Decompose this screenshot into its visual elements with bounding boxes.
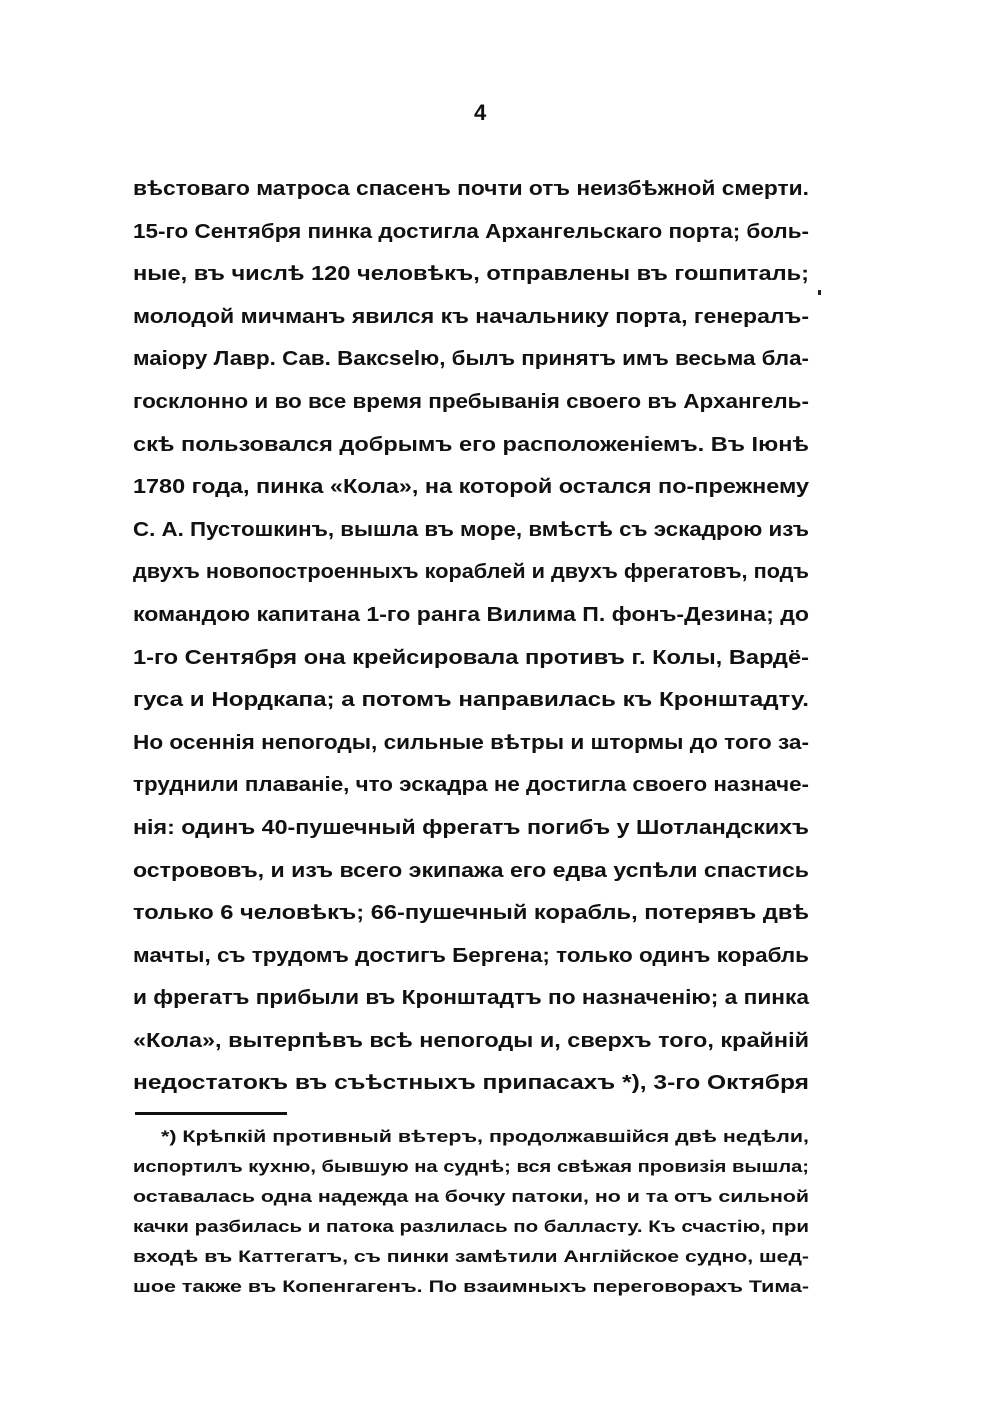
footnote (133, 1122, 809, 1302)
text-line-text: недостатокъ въ съѣстныхъ припасахъ *), 3-го Октября (133, 1071, 809, 1095)
text-line-text: госклонно и во все время пребыванія своего въ Архангель- (133, 389, 809, 413)
text-line-text: труднили плаваніе, что эскадра не достигла своего назначе- (133, 773, 809, 797)
text-line (133, 1024, 809, 1067)
text-line (133, 428, 809, 471)
text-line (133, 811, 809, 854)
text-line (133, 854, 809, 897)
text-line (133, 981, 809, 1024)
text-line (133, 513, 809, 556)
footnote-line (133, 1212, 809, 1242)
text-line-text: скѣ пользовался добрымъ его расположеніемъ. Въ Іюнѣ (133, 432, 809, 456)
text-line (133, 683, 809, 726)
footnote-line-text: входѣ въ Каттегатъ, съ пинки замѣтили Англійское судно, шед- (133, 1248, 809, 1266)
text-line (133, 641, 809, 684)
text-line-text: Но осеннія непогоды, сильные вѣтры и штормы до того за- (133, 730, 809, 754)
footnote-rule (135, 1112, 287, 1115)
text-line-text: ные, въ числѣ 120 человѣкъ, отправлены въ гошпиталь; (133, 262, 809, 286)
text-line-text: двухъ новопостроенныхъ кораблей и двухъ фрегатовъ, подъ (133, 560, 809, 584)
text-line (133, 385, 809, 428)
text-line (133, 1066, 809, 1109)
text-line (133, 726, 809, 769)
page-number: 4 (474, 100, 487, 125)
text-line (133, 768, 809, 811)
text-line-text: острововъ, и изъ всего экипажа его едва успѣли спастись (133, 858, 809, 882)
text-line (133, 215, 809, 258)
text-line-text: молодой мичманъ явился къ начальнику порта, генералъ- (133, 304, 809, 328)
text-line-text: гуса и Нордкапа; а потомъ направилась къ Кронштадту. (133, 688, 809, 712)
text-line (133, 172, 809, 215)
text-line (133, 555, 809, 598)
text-line-text: и фрегатъ прибыли въ Кронштадтъ по назначенію; а пинка (133, 986, 809, 1010)
body-text (133, 172, 809, 1109)
footnote-line (133, 1152, 809, 1182)
text-line (133, 598, 809, 641)
text-line (133, 342, 809, 385)
text-line-text: 15-го Сентября пинка достигла Архангельскаго порта; боль- (133, 219, 809, 243)
footnote-line-text: шое также въ Копенгагенъ. По взаимныхъ переговорахъ Тима- (133, 1278, 809, 1296)
text-line-text: 1-го Сентября она крейсировала противъ г. Колы, Вардё- (133, 645, 809, 669)
footnote-line (133, 1122, 809, 1152)
footnote-line (133, 1242, 809, 1272)
text-line (133, 470, 809, 513)
footnote-line-text: *) Крѣпкій противный вѣтеръ, продолжавшійся двѣ недѣли, (161, 1128, 809, 1146)
footnote-line-text: испортилъ кухню, бывшую на суднѣ; вся свѣжая провизія вышла; (133, 1158, 809, 1176)
text-line (133, 896, 809, 939)
text-line (133, 939, 809, 982)
footnote-line (133, 1182, 809, 1212)
text-line-text: командою капитана 1-го ранга Вилима П. фонъ-Дезина; до (133, 602, 809, 626)
footnote-line-text: качки разбилась и патока разлилась по балласту. Къ счастію, при (133, 1218, 809, 1236)
text-line-text: С. А. Пустошкинъ, вышла въ море, вмѣстѣ съ эскадрою изъ (133, 517, 809, 541)
text-line (133, 300, 809, 343)
text-line-text: маіору Лавр. Сав. Ваксselю, былъ принятъ имъ весьма бла- (133, 347, 809, 371)
text-line-text: мачты, съ трудомъ достигъ Бергена; только одинъ корабль (133, 943, 809, 967)
text-line (133, 257, 809, 300)
text-line-text: нія: одинъ 40-пушечный фрегатъ погибъ у Шотландскихъ (133, 815, 810, 839)
footnote-line (133, 1272, 809, 1302)
footnote-line-text: оставалась одна надежда на бочку патоки, но и та отъ сильной (133, 1188, 809, 1206)
text-line-text: только 6 человѣкъ; 66-пушечный корабль, потерявъ двѣ (133, 901, 809, 925)
text-line-text: 1780 года, пинка «Кола», на которой остался по-прежнему (133, 475, 809, 499)
text-line-text: вѣстоваго матроса спасенъ почти отъ неизбѣжной смерти. (133, 177, 809, 200)
text-line-text: «Кола», вытерпѣвъ всѣ непогоды и, сверхъ того, крайній (133, 1028, 809, 1052)
scan-speck (818, 290, 821, 295)
